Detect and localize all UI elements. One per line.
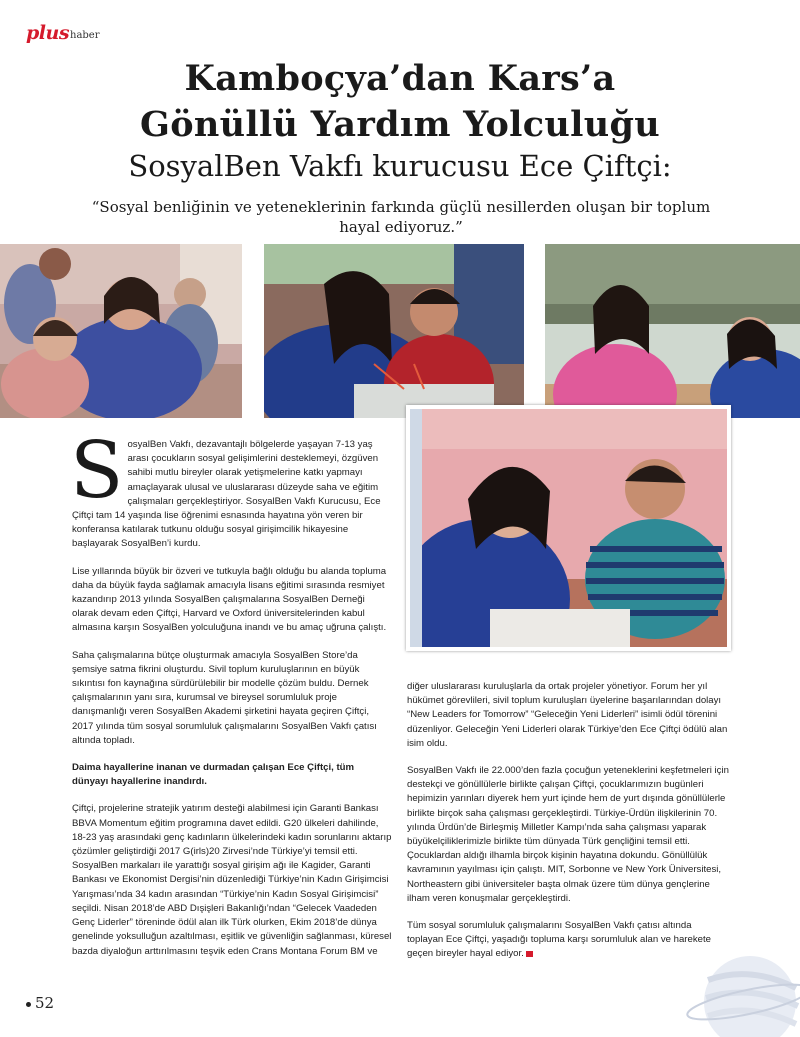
closing-paragraph-text: Tüm sosyal sorumluluk çalışmalarını SosyalBen Vakfı çatısı altında toplayan Ece Çiftçi, yaşadığı topluma karşı sorumluluk alan ve harekete geçen bireyler hayal ediyor. — [407, 920, 711, 960]
body-paragraph: diğer uluslararası kuruluşlarla da ortak projeler yönetiyor. Forum her yıl hükümet görevlileri, sivil toplum kuruluşları üyelerine başarılarından dolayı “New Leaders for Tomorrow” “Geleceğin Yeni Liderleri” isimli ödül törenini düzenliyor. Geleceğin Yeni Liderleri olarak Türkiye’den Ece Çiftçi ödülü alan isim oldu. — [407, 681, 728, 749]
photo-girl-with-volunteer — [545, 244, 800, 418]
photo-volunteer-with-boy-striped — [406, 405, 731, 651]
end-mark-icon — [526, 951, 533, 957]
bullet-dot-icon — [26, 1002, 31, 1007]
planet-decoration-icon — [678, 940, 800, 1037]
drop-cap: S — [70, 426, 124, 516]
body-paragraph: Çiftçi, projelerine stratejik yatırım desteği alabilmesi için Garanti Bankası BBVA Momentum eğitim programına davet edildi. G20 ülkeleri dahilinde, 18-23 yaş arasındaki genç kadınların ülkelerindeki kadın sorunlarını aktarıp çözümler geliştirdiği 2017 G(irls)20 Zirvesi’nde Türkiye’yi temsil etti. SosyalBen markaları ile yarattığı sosyal girişim ağı ile Kagider, Garanti Bankası ve Ekonomist Dergisi’nin düzenlediği Türkiye’nin Kadın Girişimcisi Yarışması’nda 34 kadın arasından “Türkiye’nin Kadın Sosyal Girişimcisi” seçildi. Nisan 2018’de ABD Dışişleri Bakanlığı’ndan “Gelecek Vaadeden Genç Liderler” töreninde ödül alan ilk Türk olurken, Ekim 2018’de dünya genelinde yoksulluğun azaltılması, eşitlik ve güvenliğin sağlanması, küresel bazda diyaloğun arttırılmasını teşvik eden Crans Montana Forum BM ve — [72, 803, 392, 957]
body-paragraph: Saha çalışmalarına bütçe oluşturmak amacıyla SosyalBen Store’da şemsiye satma fikrini oluşturdu. Sivil toplum kuruluşlarının en büyük sıkıntısı fon kaynağına sürdürülebilir bir modelle çözüm buldu. Dernek çalışmalarının yanı sıra, kurumsal ve bireysel sorumluluk proje danışmanlığı veren SosyalBen Akademi şirketini hayata geçiren Çiftçi, 2017 yılında tüm sosyal sorumluluk çalışmalarını SosyalBen Vakfı çatısı altında topladı. — [72, 649, 377, 746]
logo-plus-text: plus — [26, 22, 70, 44]
intro-paragraph-text: osyalBen Vakfı, dezavantajlı bölgelerde yaşayan 7-13 yaş arası çocukların sosyal gelişimlerini desteklemeyi, özgüven sahibi mutlu bireyler olarak yetişmelerine katkı yapmayı amaçlayarak ulusal ve uluslararası düzeyde saha ve eğitim çalışmaları gerçekleştiriyor. SosyalBen Vakfı Kurucusu, Ece Çiftçi tam 14 yaşında lise öğrenimi esnasında hayatına yön veren bir konferansa katılarak tutkunu olduğu sosyal girişimcilik hikayesine başlayarak SosyalBen’i kurdu. — [72, 439, 381, 550]
page-number — [26, 994, 54, 1012]
article-subtitle: SosyalBen Vakfı kurucusu Ece Çiftçi: — [128, 149, 672, 183]
pull-quote: “Sosyal benliğinin ve yeteneklerinin farkında güçlü nesillerden oluşan bir toplum hayal ediyoruz.” — [91, 198, 711, 236]
body-paragraph: SosyalBen Vakfı ile 22.000’den fazla çocuğun yeteneklerini keşfetmeleri için destekçi ve gönüllülerle birlikte çalışan Çiftçi, çocuklarımızın bugünleri hepimizin yarınları diyerek hem yurt içinde hem de yurt dışında gönüllülerle birlikte birçok saha çalışması gerçekleştirdi. Türkiye-Ürdün ilişkilerinin 70. yılında Ürdün’de Birleşmiş Milletler Kampı’nda saha çalışması yaparak büyükelçiliklerimizle birlikte tüm dünyada Türk gençliğini temsil etti. Çocuklardan aldığı ilhamla birçok kişinin hayatına dokundu. Gönüllülük kavramının yayılması için çalıştı. MIT, Sorbonne ve New York Üniversitesi, Northeastern gibi üniversiteler başta olmak üzere tüm dünya gençlerine ilham veren konuşmalar gerçekleştirdi. — [407, 765, 729, 904]
body-paragraph: Lise yıllarında büyük bir özveri ve tutkuyla bağlı olduğu bu alanda topluma daha da büyük fayda sağlamak amacıyla lisans eğitimi sırasında resmiyet kazandırıp 2013 yılında SosyalBen çalışmalarına SosyalBen Derneği olarak devam eden Çiftçi, Harvard ve Oxford üniversitelerinden kabul almasına karşın SosyalBen yolculuğuna inandı ve bu amaç uğruna çalıştı. — [72, 565, 387, 634]
intro-paragraph — [70, 426, 392, 552]
bold-subheading: Daima hayallerine inanan ve durmadan çalışan Ece Çiftçi, tüm dünyayı hayallerine inandırdı. — [72, 762, 355, 788]
photo-volunteer-hugging-children — [0, 244, 242, 418]
page-number-text: 52 — [35, 994, 55, 1012]
logo-haber-text: haber — [70, 30, 100, 41]
article-title-line2: Gönüllü Yardım Yolculuğu — [140, 104, 660, 145]
photo-volunteer-drawing-with-boy — [264, 244, 524, 418]
article-column-right — [407, 680, 729, 975]
article-title-line1: Kamboçya’dan Kars’a — [184, 58, 616, 99]
article-column-left — [70, 426, 392, 972]
